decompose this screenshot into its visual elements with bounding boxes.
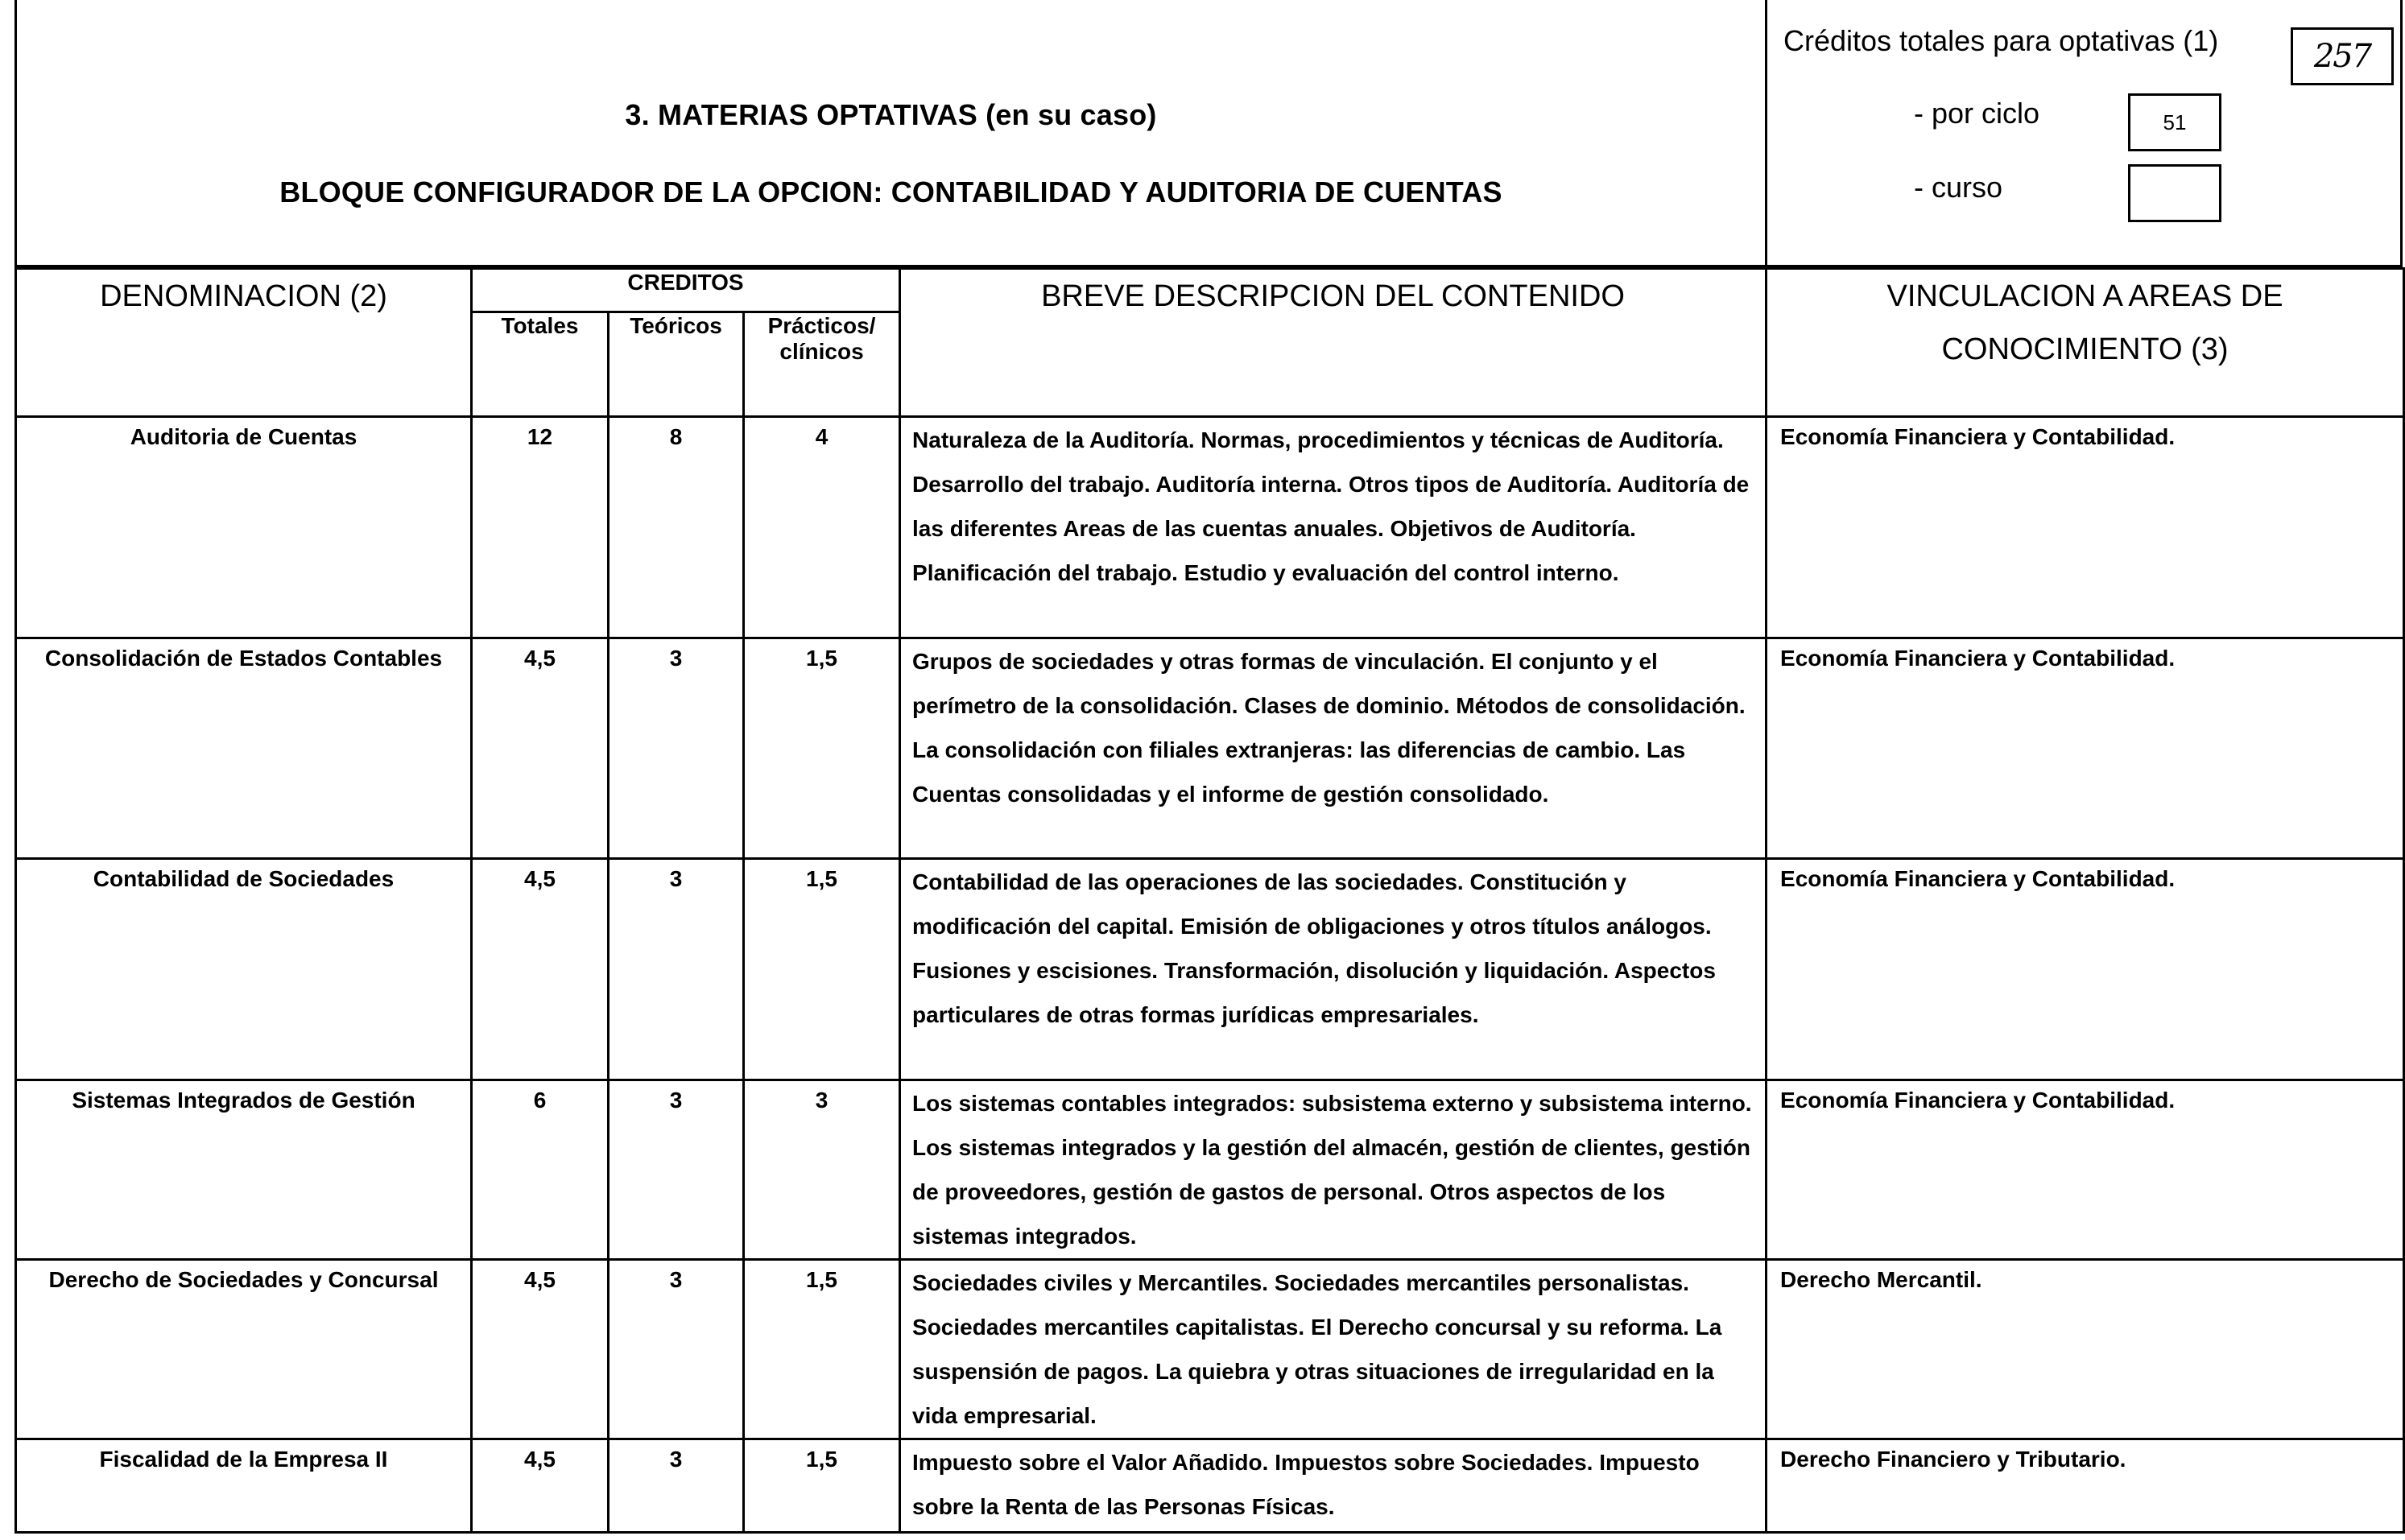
- creditos-teoricos: 3: [609, 859, 744, 1080]
- materia-nombre: Fiscalidad de la Empresa II: [16, 1439, 472, 1533]
- materia-descripcion: Los sistemas contables integrados: subsistema externo y subsistema interno. Los sistemas integrados y la gestión del almacén, gestión de clientes, gestión de proveedores, gestión de gastos de personal. Otros aspectos de los sistemas integrados.: [900, 1080, 1767, 1260]
- materia-nombre: Auditoria de Cuentas: [16, 417, 472, 638]
- creditos-totales: 4,5: [472, 1439, 609, 1533]
- curso-label: - curso: [1914, 171, 2003, 204]
- materia-area: Economía Financiera y Contabilidad.: [1767, 417, 2404, 638]
- table-row: [16, 417, 2404, 638]
- header-block: [14, 0, 2403, 267]
- creditos-teoricos: 3: [609, 1080, 744, 1260]
- table-row: [16, 1260, 2404, 1439]
- materia-descripcion: Sociedades civiles y Mercantiles. Sociedades mercantiles personalistas. Sociedades mercantiles capitalistas. El Derecho concursal y su reforma. La suspensión de pagos. La quiebra y otras situaciones de irregularidad en la vida empresarial.: [900, 1260, 1767, 1439]
- creditos-teoricos: 3: [609, 1260, 744, 1439]
- materia-descripcion: Grupos de sociedades y otras formas de vinculación. El conjunto y el perímetro de la consolidación. Clases de dominio. Métodos de consolidación. La consolidación con filiales extranjeras: las diferencias de cambio. Las Cuentas consolidadas y el informe de gestión consolidado.: [900, 638, 1767, 859]
- materia-area: Economía Financiera y Contabilidad.: [1767, 859, 2404, 1080]
- col-creditos: CREDITOS: [472, 269, 900, 312]
- col-teoricos: Teóricos: [609, 312, 744, 417]
- materia-area: Economía Financiera y Contabilidad.: [1767, 638, 2404, 859]
- creditos-practicos: 1,5: [744, 859, 900, 1080]
- creditos-practicos: 1,5: [744, 638, 900, 859]
- credits-summary: [1767, 0, 2400, 265]
- creditos-teoricos: 3: [609, 638, 744, 859]
- por-ciclo-label: - por ciclo: [1914, 97, 2040, 130]
- creditos-teoricos: 3: [609, 1439, 744, 1533]
- table-row: [16, 859, 2404, 1080]
- col-totales: Totales: [472, 312, 609, 417]
- col-descripcion: BREVE DESCRIPCION DEL CONTENIDO: [900, 269, 1767, 417]
- materia-area: Economía Financiera y Contabilidad.: [1767, 1080, 2404, 1260]
- materia-area: Derecho Financiero y Tributario.: [1767, 1439, 2404, 1533]
- table-row: [16, 638, 2404, 859]
- creditos-practicos: 1,5: [744, 1260, 900, 1439]
- materia-nombre: Sistemas Integrados de Gestión: [16, 1080, 472, 1260]
- col-practicos: Prácticos/ clínicos: [744, 312, 900, 417]
- materia-nombre: Consolidación de Estados Contables: [16, 638, 472, 859]
- creditos-practicos: 1,5: [744, 1439, 900, 1533]
- creditos-practicos: 4: [744, 417, 900, 638]
- creditos-totales: 4,5: [472, 638, 609, 859]
- section-title: 3. MATERIAS OPTATIVAS (en su caso): [625, 98, 1157, 131]
- header-title-area: [17, 0, 1767, 265]
- header-row-1: [16, 269, 2404, 312]
- col-denominacion: DENOMINACION (2): [16, 269, 472, 417]
- creditos-totales: 12: [472, 417, 609, 638]
- materia-descripcion: Impuesto sobre el Valor Añadido. Impuestos sobre Sociedades. Impuesto sobre la Renta de las Personas Físicas.: [900, 1439, 1767, 1533]
- materia-descripcion: Contabilidad de las operaciones de las sociedades. Constitución y modificación del capital. Emisión de obligaciones y otros títulos análogos. Fusiones y escisiones. Transformación, disolución y liquidación. Aspectos particulares de otras formas jurídicas empresariales.: [900, 859, 1767, 1080]
- materia-nombre: Derecho de Sociedades y Concursal: [16, 1260, 472, 1439]
- materias-table: [14, 267, 2405, 1534]
- materia-area: Derecho Mercantil.: [1767, 1260, 2404, 1439]
- materia-descripcion: Naturaleza de la Auditoría. Normas, procedimientos y técnicas de Auditoría. Desarrollo del trabajo. Auditoría interna. Otros tipos de Auditoría. Auditoría de las diferentes Areas de las cuentas anuales. Objetivos de Auditoría. Planificación del trabajo. Estudio y evaluación del control interno.: [900, 417, 1767, 638]
- section-subtitle: BLOQUE CONFIGURADOR DE LA OPCION: CONTABILIDAD Y AUDITORIA DE CUENTAS: [279, 175, 1502, 208]
- creditos-totales: 4,5: [472, 1260, 609, 1439]
- materia-nombre: Contabilidad de Sociedades: [16, 859, 472, 1080]
- table-row: [16, 1439, 2404, 1533]
- por-ciclo-box: 51: [2128, 93, 2221, 151]
- table-row: [16, 1080, 2404, 1260]
- creditos-totales-box: 257: [2291, 27, 2394, 85]
- col-vinculacion: VINCULACION A AREAS DE CONOCIMIENTO (3): [1767, 269, 2404, 417]
- creditos-totales: 4,5: [472, 859, 609, 1080]
- creditos-practicos: 3: [744, 1080, 900, 1260]
- creditos-totales-label: Créditos totales para optativas (1): [1783, 24, 2219, 57]
- creditos-teoricos: 8: [609, 417, 744, 638]
- creditos-totales: 6: [472, 1080, 609, 1260]
- curso-box: [2128, 164, 2221, 222]
